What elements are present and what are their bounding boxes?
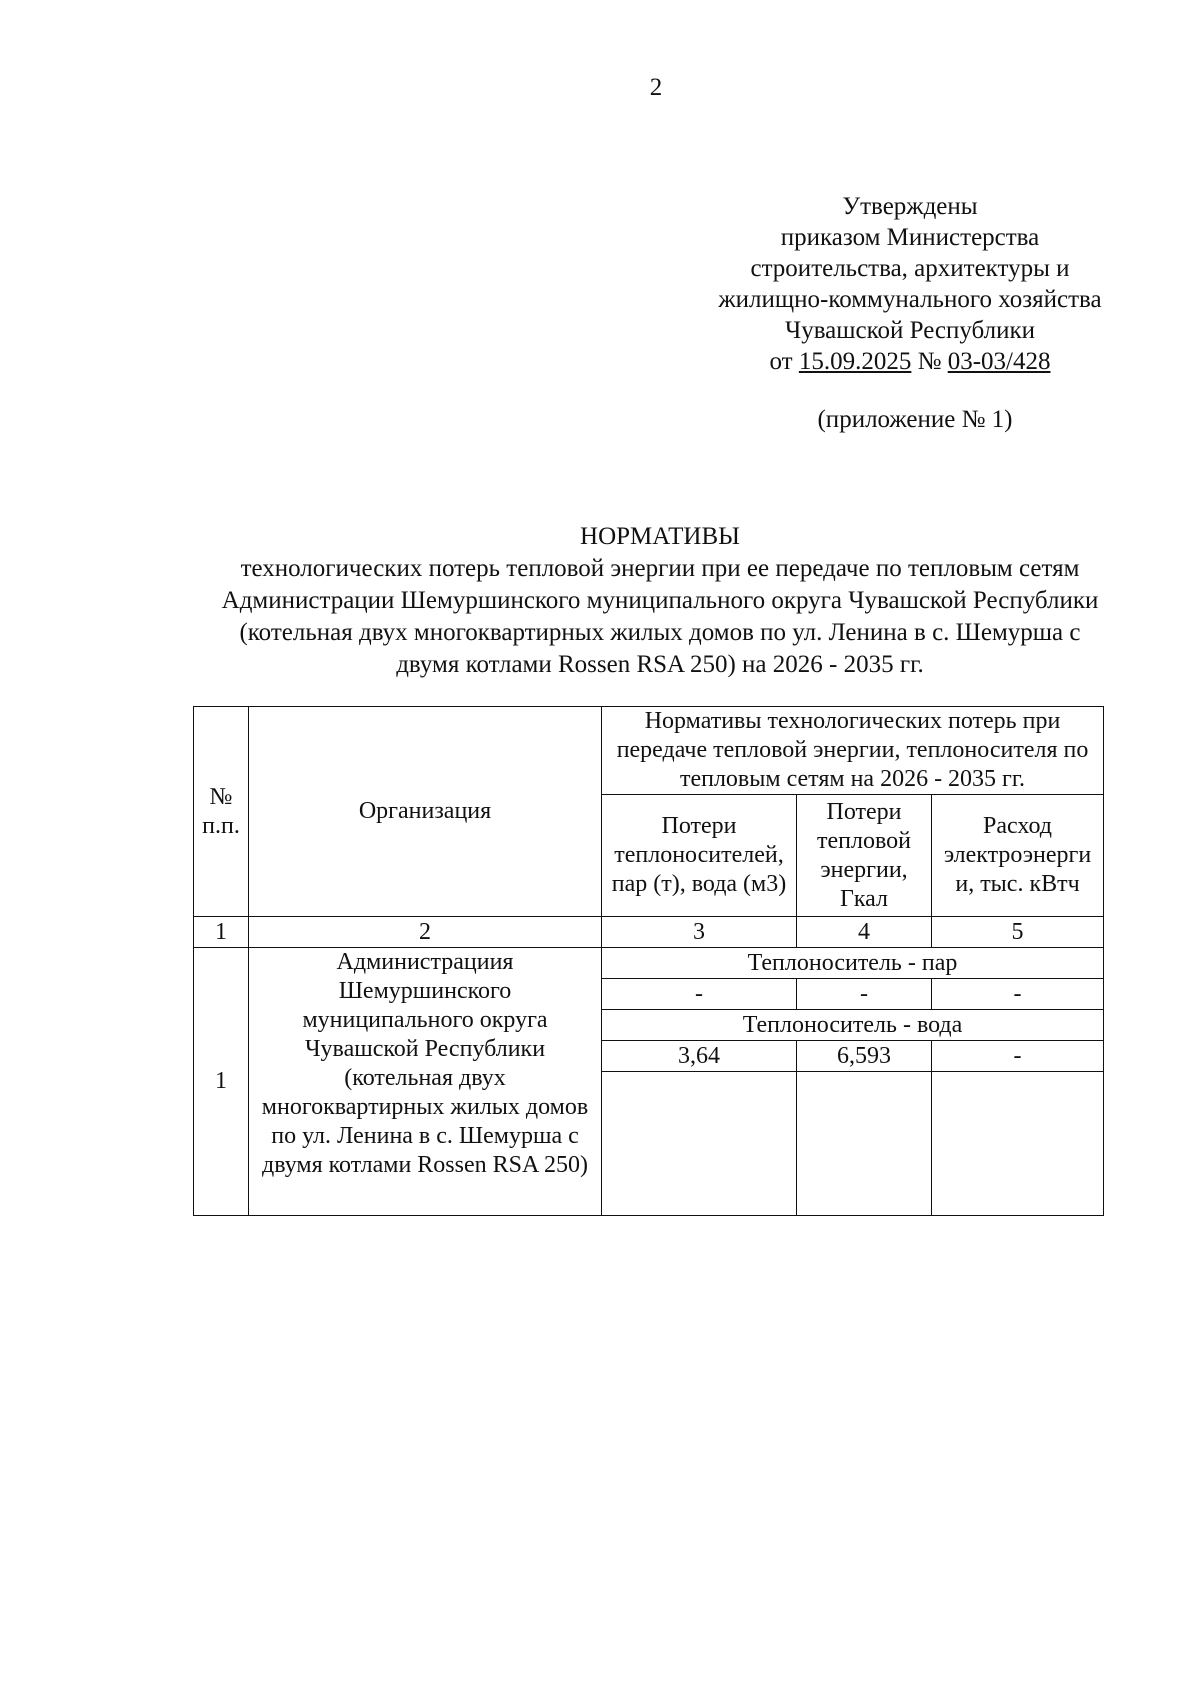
row-org: Администрациия Шемуршинского муниципального округа Чувашской Республики (котельная двух многоквартирных жилых домов по ул. Ленина в с. Шемурша с двумя котлами Rossen RSA 250) bbox=[249, 948, 602, 1216]
approval-line: Утверждены bbox=[842, 193, 978, 220]
document-heading bbox=[190, 521, 1130, 681]
row-num: 1 bbox=[194, 948, 249, 1216]
col-number: 4 bbox=[797, 917, 932, 948]
approval-line: жилищно-коммунального хозяйства bbox=[718, 286, 1102, 313]
water-value: 6,593 bbox=[797, 1041, 932, 1072]
table-row bbox=[194, 948, 1104, 979]
col-number: 3 bbox=[602, 917, 797, 948]
number-prefix: № bbox=[911, 348, 948, 375]
approval-date-line bbox=[680, 346, 1140, 377]
steam-label: Теплоноситель - пар bbox=[602, 948, 1104, 979]
header-group: Нормативы технологических потерь при передаче тепловой энергии, теплоносителя по тепловым сетям на 2026 - 2035 гг. bbox=[602, 707, 1104, 795]
heading-title: НОРМАТИВЫ bbox=[580, 523, 740, 550]
heading-line: двумя котлами Rossen RSA 250) на 2026 - 2035 гг. bbox=[396, 651, 924, 678]
col-number: 2 bbox=[249, 917, 602, 948]
order-date: 15.09.2025 bbox=[798, 348, 912, 375]
water-value: - bbox=[932, 1041, 1104, 1072]
water-value: 3,64 bbox=[602, 1041, 797, 1072]
order-number: 03-03/428 bbox=[947, 348, 1051, 375]
approval-line: строительства, архитектуры и bbox=[750, 255, 1070, 282]
approval-line: приказом Министерства bbox=[780, 224, 1040, 251]
norms-table bbox=[193, 706, 1104, 1216]
header-col3: Потери теплоносителей, пар (т), вода (м3) bbox=[602, 795, 797, 917]
column-numbers-row bbox=[194, 917, 1104, 948]
col-number: 5 bbox=[932, 917, 1104, 948]
heading-line: (котельная двух многоквартирных жилых домов по ул. Ленина в с. Шемурша с bbox=[239, 619, 1081, 646]
header-org: Организация bbox=[249, 707, 602, 917]
heading-line: Администрации Шемуршинского муниципального округа Чувашской Республики bbox=[221, 587, 1099, 614]
header-col5: Расход электроэнерги и, тыс. кВтч bbox=[932, 795, 1104, 917]
steam-value: - bbox=[602, 979, 797, 1010]
date-prefix: от bbox=[769, 348, 799, 375]
approval-line: Чувашской Республики bbox=[784, 317, 1036, 344]
water-label: Теплоноситель - вода bbox=[602, 1010, 1104, 1041]
steam-value: - bbox=[797, 979, 932, 1010]
header-num: № п.п. bbox=[194, 707, 249, 917]
page-number: 2 bbox=[649, 74, 663, 101]
header-col4: Потери тепловой энергии, Гкал bbox=[797, 795, 932, 917]
approval-block bbox=[680, 191, 1140, 377]
appendix-label: (приложение № 1) bbox=[817, 406, 1013, 433]
heading-line: технологических потерь тепловой энергии при ее передаче по тепловым сетям bbox=[240, 555, 1080, 582]
steam-value: - bbox=[932, 979, 1104, 1010]
col-number: 1 bbox=[194, 917, 249, 948]
